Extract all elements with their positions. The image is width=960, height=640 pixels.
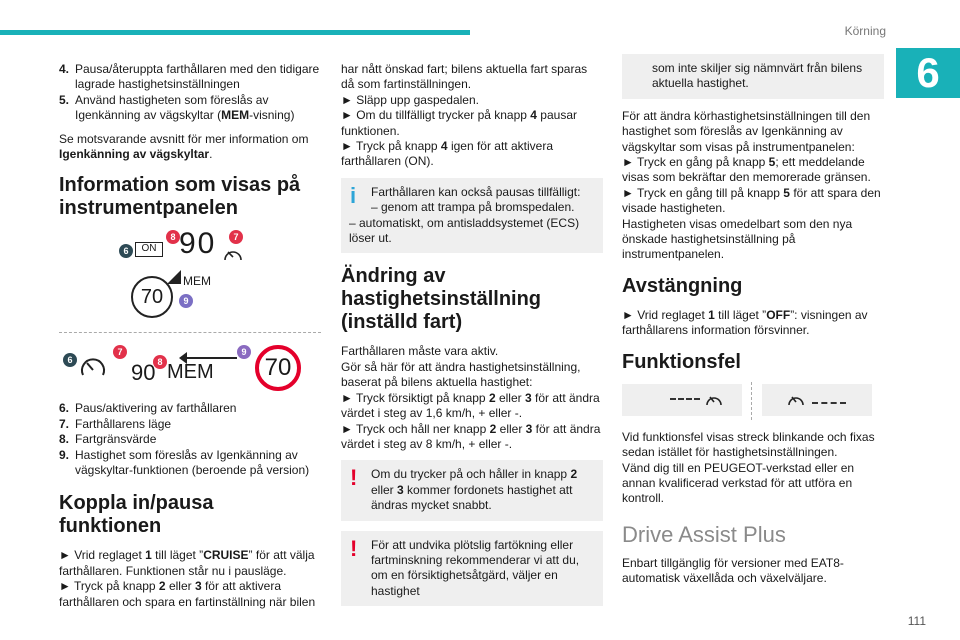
page-number: 111 [907,614,926,628]
paragraph: ► Tryck en gång till på knapp 5 för att spara den visade hastigheten. [622,185,881,216]
fault-divider [751,382,752,420]
paragraph: Gör så här för att ändra hastighetsinställning, baserat på bilens aktuella hastighet: [341,359,581,390]
on-indicator: ON [135,242,163,257]
fault-panel-left [622,384,742,416]
paragraph: ► Släpp upp gaspedalen. [341,92,479,107]
list-item: 8. Fartgränsvärde [59,432,157,447]
heading-fault: Funktionsfel [622,350,741,373]
heading-change: Ändring av hastighetsinställning (inställd fart) [341,265,542,334]
heading-drive-assist: Drive Assist Plus [622,521,786,547]
column-3 [622,54,884,595]
warning-box: ! Om du trycker på och håller in knapp 2 eller 3 kommer fordonets hastighet att ändras mycket snabbt. [341,460,603,520]
section-title: Körning [844,24,886,38]
arrow-icon [167,270,181,284]
list-item: 7. Farthållarens läge [59,416,172,431]
warning-icon: ! [350,535,358,561]
badge-9: 9 [179,294,193,308]
info-box: i Farthållaren kan också pausas tillfälligt: – genom att trampa på bromspedalen. – automatiskt, om antisladdsystemet (ECS) löser ut. [341,178,603,254]
figure-divider [59,332,321,333]
warning-box-continued: som inte skiljer sig nämnvärt från bilens aktuella hastighet. [622,54,884,99]
paragraph: Vänd dig till en PEUGEOT-verkstad eller en annan kvalificerad verkstad för att utföra en kontroll. [622,460,855,506]
paragraph: ► Om du tillfälligt trycker på knapp 4 pausar funktionen. [341,108,577,138]
paragraph: ► Tryck en gång på knapp 5; ett meddelande visas som bekräftar den memorerade gränsen. [622,155,871,185]
paragraph: ► Vrid reglaget 1 till läget ”OFF”: visningen av farthållarens information försvinner. [622,307,868,338]
badge-9b: 9 [237,345,251,359]
badge-7b: 7 [113,345,127,359]
heading-toggle: Koppla in/pausa funktionen [59,492,214,538]
top-accent-bar [0,30,470,35]
paragraph: ► Tryck försiktigt på knapp 2 eller 3 för att ändra värdet i steg av 1,6 km/h, + eller -. [341,390,600,421]
badge-8b: 8 [153,355,167,369]
heading-info: Information som visas på instrumentpanelen [59,174,301,220]
list-item: 5. Använd hastigheten som föreslås av Igenkänning av vägskyltar (MEM-visning) [59,92,295,123]
speedometer-icon [704,390,724,410]
heading-off: Avstängning [622,274,743,297]
badge-6b: 6 [63,353,77,367]
mem-label-2: MEM [167,361,214,384]
paragraph: ► Tryck på knapp 4 igen för att aktivera farthållaren (ON). [341,139,553,169]
set-speed-value-2: 90 [131,360,156,386]
badge-8: 8 [166,230,180,244]
list-item: 6. Paus/aktivering av farthållaren [59,401,237,416]
paragraph: Enbart tillgänglig för versioner med EAT8-automatisk växellåda och växelväljare. [622,555,844,586]
left-arrow-head [179,352,187,364]
dashes [812,402,846,404]
column-1 [59,62,321,618]
badge-6: 6 [119,244,133,258]
list-item: 4. Pausa/återuppta farthållaren med den tidigare lagrade hastighetsinställningen [59,62,320,92]
mem-label: MEM [183,274,211,289]
speedometer-icon [786,390,806,410]
paragraph: har nått önskad fart; bilens aktuella fart sparas då som fartinställningen. [341,62,588,92]
paragraph: ► Vrid reglaget 1 till läget ”CRUISE” för att välja farthållaren. Funktionen står nu i pausläge. [59,548,315,578]
speed-sign-red: 70 [255,345,301,391]
list-item: 9. Hastighet som föreslås av Igenkänning av vägskyltar-funktionen (beroende på version) [59,447,310,478]
fault-figure [622,384,884,420]
info-icon: i [350,182,357,208]
paragraph: Farthållaren måste vara aktiv. [341,344,499,359]
warning-icon: ! [350,465,358,491]
see-also-text: Se motsvarande avsnitt för mer information om Igenkänning av vägskyltar. [59,131,309,162]
badge-7: 7 [229,230,243,244]
fault-panel-right [762,384,872,416]
speedometer-paused-icon [79,353,107,381]
set-speed-value: 90 [179,227,217,261]
speedometer-icon [222,244,244,266]
paragraph: Hastigheten visas omedelbart som den nya önskade hastighetsinställning på instrumentpanelen. [622,216,853,262]
paragraph: ► Tryck och håll ner knapp 2 eller 3 för att ändra värdet i steg av 8 km/h, + eller -. [341,421,601,451]
paragraph: Vid funktionsfel visas streck blinkande och fixas sedan istället för hastighetsinställningen. [622,429,875,460]
paragraph: ► Tryck på knapp 2 eller 3 för att aktivera farthållaren och spara en fartinställning när bilen [59,579,316,609]
column-2 [341,62,603,616]
warning-box-2: ! För att undvika plötslig fartökning eller fartminskning rekommenderar vi att du, om en försiktighetsåtgärd, väljer en hastighet [341,531,603,607]
dashboard-figure-2 [59,339,321,389]
chapter-number: 6 [896,48,960,98]
dashes [670,398,700,400]
paragraph: För att ändra körhastighetsinställningen till den hastighet som föreslås av Igenkänning av vägskyltar som visas på instrumentpanelen: [622,108,871,154]
left-arrow-icon [183,357,237,359]
speed-sign: 70 [131,276,173,318]
dashboard-figure-1 [59,227,321,324]
